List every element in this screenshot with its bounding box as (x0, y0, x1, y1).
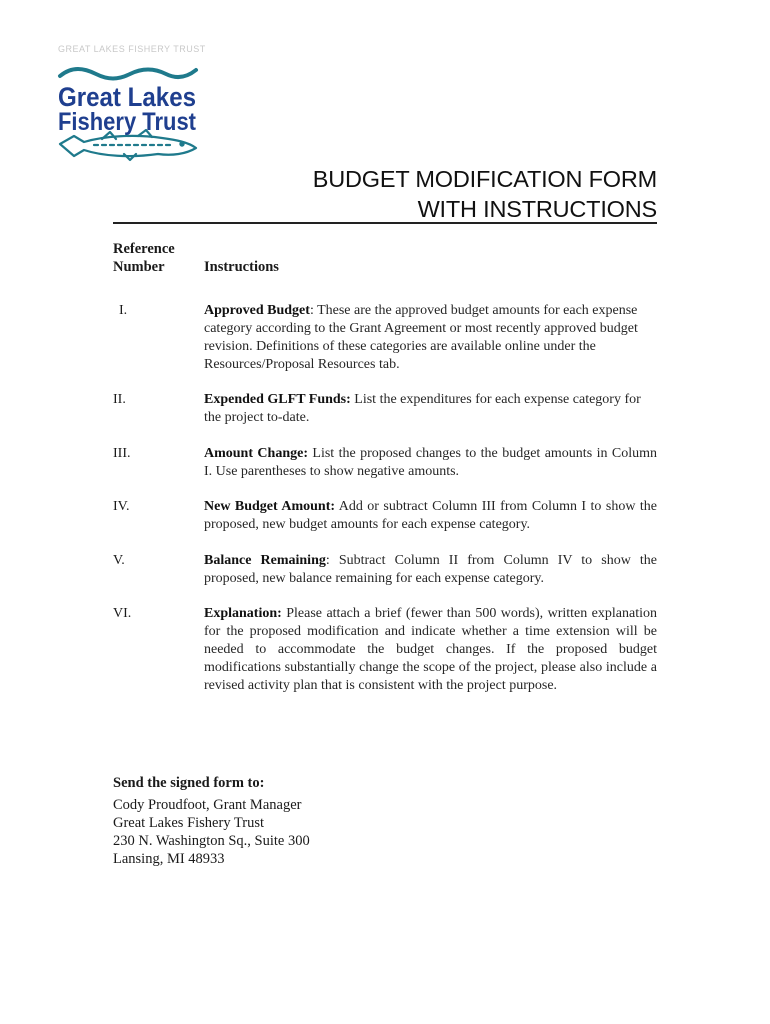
title-line2: WITH INSTRUCTIONS (417, 196, 657, 222)
item-text: Add or subtract Column III from Column I to show the proposed, new budget amounts for each expense category. (204, 499, 657, 532)
logo-line1: Great Lakes (58, 82, 196, 112)
item-instruction (204, 302, 657, 374)
item-text: List the expenditures for each expense category for the project to-date. (204, 392, 641, 425)
item-instruction (204, 445, 657, 481)
item-label-suffix: : (325, 553, 330, 568)
item-label: Approved Budget (204, 303, 310, 318)
title-divider (113, 222, 657, 224)
item-instruction (204, 605, 657, 695)
logo-graphic (54, 44, 200, 164)
address-city: Lansing, MI 48933 (113, 851, 225, 867)
item-label-suffix: : (309, 303, 314, 318)
instructions-header: Instructions (204, 259, 279, 275)
item-label: Balance Remaining (204, 553, 326, 568)
page-title (313, 164, 657, 224)
item-text: Subtract Column II from Column IV to show the proposed, new balance remaining for each expense category. (204, 553, 658, 586)
item-number: III. (113, 446, 131, 461)
item-label: New Budget Amount: (204, 499, 336, 514)
item-label: Amount Change: (204, 446, 308, 461)
address-street: 230 N. Washington Sq., Suite 300 (113, 833, 310, 849)
title-line1: BUDGET MODIFICATION FORM (312, 166, 657, 192)
item-number: VI. (113, 606, 132, 621)
item-label: Explanation: (204, 606, 282, 621)
logo-top-text: GREAT LAKES FISHERY TRUST (58, 44, 206, 54)
item-instruction (204, 498, 657, 534)
item-number: IV. (113, 499, 130, 514)
item-text: List the proposed changes to the budget amounts in Column I. Use parentheses to show negative amounts. (204, 446, 657, 479)
item-label: Expended GLFT Funds: (204, 392, 351, 407)
reference-header-line1: Reference (113, 241, 175, 257)
logo-wave-icon (60, 69, 196, 79)
reference-number-header (113, 240, 175, 276)
item-instruction (204, 391, 657, 427)
logo-line2: Fishery Trust (58, 108, 197, 136)
item-number: I. (119, 303, 128, 318)
item-number: II. (113, 392, 126, 407)
organization-logo (54, 44, 206, 164)
item-number: V. (113, 553, 125, 568)
item-text: Please attach a brief (fewer than 500 words), written explanation for the proposed modification and indicate whether a time extension will be needed to accommodate the budget changes. If the proposed budget modifications substantially change the scope of the project, please also include a revised activity plan that is consistent with the project purpose. (204, 606, 657, 693)
address-org: Great Lakes Fishery Trust (113, 815, 265, 831)
item-text: These are the approved budget amounts for each expense category according to the Grant Agreement or most recently approved budget revision. Definitions of these categories are available online under the Resources/Proposal Resources tab. (204, 303, 638, 372)
mailing-address (113, 796, 310, 868)
send-to-label: Send the signed form to: (113, 775, 265, 791)
item-instruction (204, 552, 657, 588)
address-name: Cody Proudfoot, Grant Manager (113, 797, 302, 813)
reference-header-line2: Number (113, 259, 165, 275)
